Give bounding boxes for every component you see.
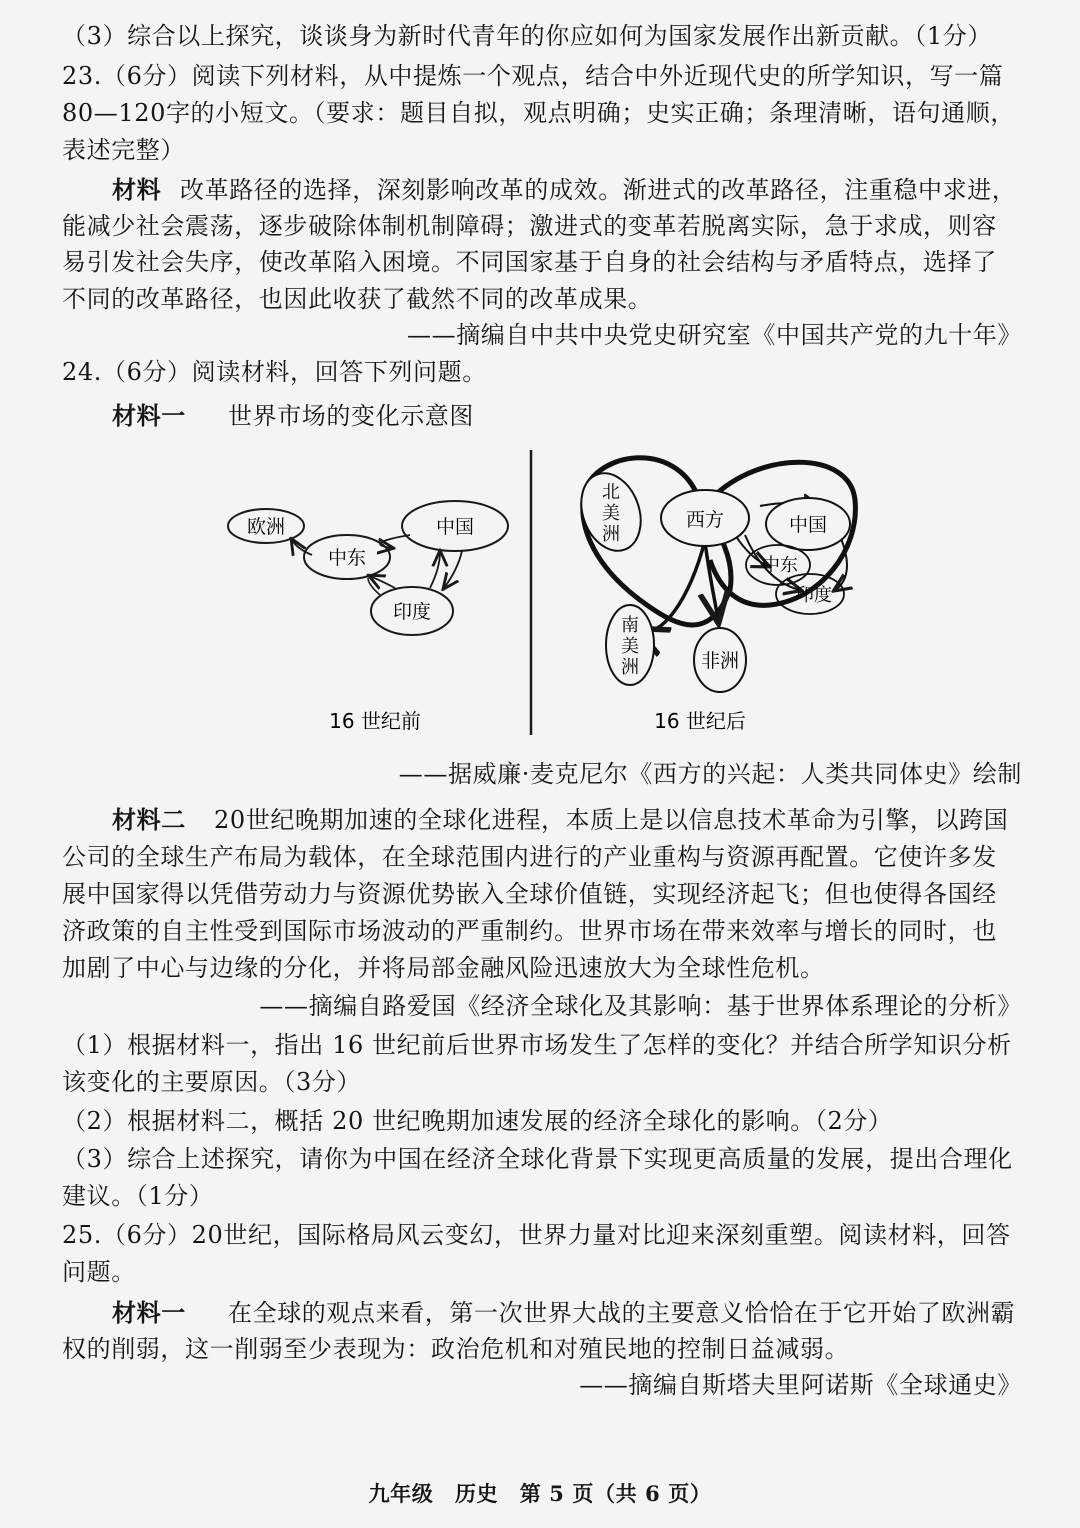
q24-material2-line3: 展中国家得以凭借劳动力与资源优势嵌入全球价值链，实现经济起飞；但也使得各国经: [62, 880, 997, 908]
node-label-india: 印度: [392, 601, 432, 623]
node-label-china: 中国: [435, 516, 475, 538]
node-label-middle-east: 中东: [327, 547, 367, 569]
q24-question3-line1: （3）综合上述探究，请你为中国在经济全球化背景下实现更高质量的发展，提出合理化: [62, 1145, 1013, 1173]
q24-material2-line5: 加剧了中心与边缘的分化，并将局部金融风险迅速放大为全球性危机。: [62, 954, 825, 982]
q25-line2: 问题。: [62, 1258, 136, 1286]
q24-material2-line4: 济政策的自主性受到国际市场波动的严重制约。世界市场在带来效率与增长的同时，也: [62, 917, 997, 945]
flow-india-to-china: [430, 552, 440, 588]
diagram-before: [228, 501, 508, 733]
q24-material1-source: ——据威廉·麦克尼尔《西方的兴起：人类共同体史》绘制: [398, 760, 1022, 788]
q24-question2: （2）根据材料二，概括 20 世纪晚期加速发展的经济全球化的影响。（2分）: [62, 1107, 893, 1135]
q24-material1-title: 世界市场的变化示意图: [228, 402, 474, 430]
q24-material2-line2: 公司的全球生产布局为载体，在全球范围内进行的产业重构与资源再配置。它使许多发: [62, 843, 997, 871]
node-label-north-america: 北美洲: [602, 482, 620, 545]
q25-material1-source: ——摘编自斯塔夫里阿诺斯《全球通史》: [579, 1371, 1022, 1399]
world-market-diagram: [0, 440, 1080, 760]
q23-line1: 23.（6分）阅读下列材料，从中提炼一个观点，结合中外近现代史的所学知识，写一篇: [62, 62, 1004, 90]
diagram-after: [571, 458, 855, 733]
q23-material-line1: 改革路径的选择，深刻影响改革的成效。渐进式的改革路径，注重稳中求进，: [180, 176, 1017, 204]
q23-material-label: 材料: [112, 175, 162, 204]
q25-line1: 25.（6分）20世纪，国际格局风云变幻，世界力量对比迎来深刻重塑。阅读材料，回答: [62, 1221, 1011, 1249]
node-label-middle-east-after: 中东: [762, 555, 798, 576]
q24-question3-line2: 建议。（1分）: [62, 1182, 214, 1210]
q23-material-line2: 能减少社会震荡，逐步破除体制机制障碍；激进式的变革若脱离实际，急于求成，则容: [62, 212, 997, 240]
node-label-india-after: 印度: [796, 585, 832, 606]
node-label-europe: 欧洲: [246, 516, 286, 538]
flow-india-to-middleeast: [370, 576, 395, 588]
page-footer: 九年级 历史 第 5 页（共 6 页）: [368, 1481, 712, 1506]
flow-china-to-middleeast: [380, 535, 410, 548]
q22-part3: （3）综合以上探究，谈谈身为新时代青年的你应如何为国家发展作出新贡献。（1分）: [62, 22, 992, 50]
caption-after: 16 世纪后: [654, 709, 746, 733]
q24-material2-source: ——摘编自路爱国《经济全球化及其影响：基于世界体系理论的分析》: [259, 992, 1022, 1020]
q24-line1: 24.（6分）阅读材料，回答下列问题。: [62, 358, 487, 386]
q23-source: ——摘编自中共中央党史研究室《中国共产党的九十年》: [407, 321, 1022, 349]
node-label-west: 西方: [685, 509, 725, 531]
q24-material2-label: 材料二: [112, 805, 186, 834]
flow-west-to-africa: [705, 542, 718, 620]
node-label-china-after: 中国: [788, 514, 828, 536]
q23-material-line3: 易引发社会失序，使改革陷入困境。不同国家基于自身的社会结构与矛盾特点，选择了: [62, 248, 997, 276]
q24-question1-line2: 该变化的主要原因。（3分）: [62, 1068, 362, 1096]
q25-material1-line1: 在全球的观点来看，第一次世界大战的主要意义恰恰在于它开始了欧洲霸: [228, 1299, 1016, 1327]
q24-question1-line1: （1）根据材料一，指出 16 世纪前后世界市场发生了怎样的变化？并结合所学知识分析: [62, 1031, 1012, 1059]
q23-line2: 80—120字的小短文。（要求：题目自拟，观点明确；史实正确；条理清晰，语句通顺，: [62, 99, 1015, 127]
q23-material-line4: 不同的改革路径，也因此收获了截然不同的改革成果。: [62, 285, 653, 313]
flow-china-to-india: [444, 551, 462, 588]
q24-material2-line1: 20世纪晚期加速的全球化进程，本质上是以信息技术革命为引擎，以跨国: [214, 806, 1009, 834]
q24-material1-label: 材料一: [112, 401, 186, 430]
node-label-africa: 非洲: [700, 650, 740, 672]
caption-before: 16 世纪前: [329, 709, 421, 733]
q23-line3: 表述完整）: [62, 136, 185, 164]
node-label-south-america: 南美洲: [621, 615, 639, 678]
q25-material1-label: 材料一: [112, 1298, 186, 1327]
q25-material1-line2: 权的削弱，这一削弱至少表现为：政治危机和对殖民地的控制日益减弱。: [62, 1335, 850, 1363]
